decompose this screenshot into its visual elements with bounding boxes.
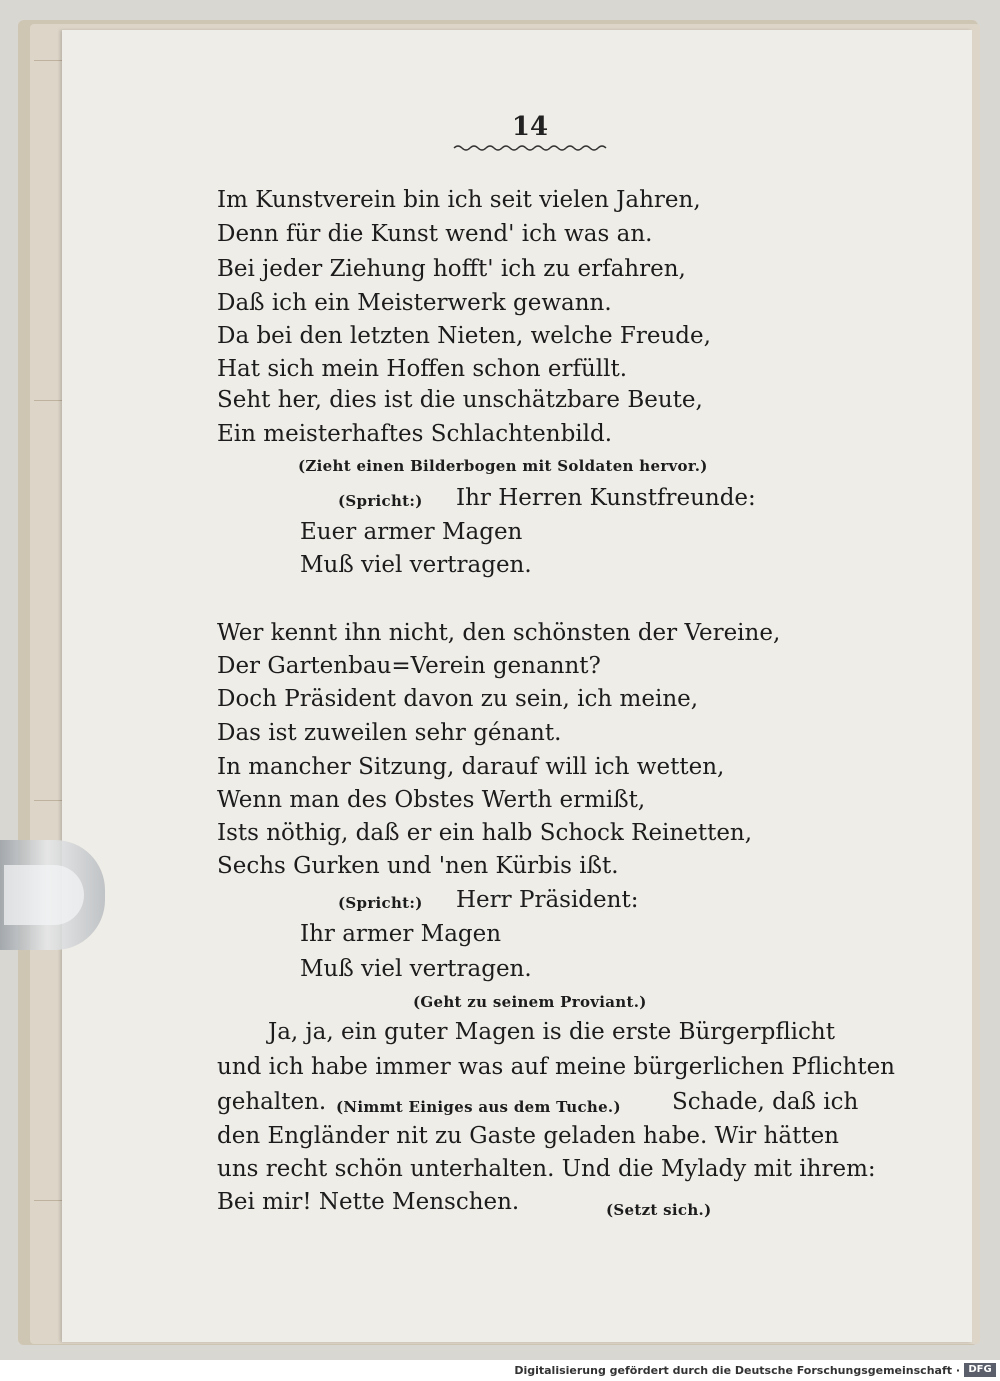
- dfg-logo: DFG: [964, 1363, 996, 1377]
- prose-line: Schade, daß ich: [672, 1089, 859, 1115]
- verse-line: Daß ich ein Meisterwerk gewann.: [217, 290, 612, 316]
- page-edge-line: [34, 800, 64, 801]
- verse-line: Wenn man des Obstes Werth ermißt,: [217, 787, 646, 813]
- page-number: 14: [511, 112, 549, 142]
- spoken-line: Ihr Herren Kunstfreunde:: [456, 485, 756, 511]
- prose-line: Ja, ja, ein guter Magen is die erste Bürgerpflicht: [268, 1019, 835, 1045]
- prose-line: uns recht schön unterhalten. Und die Mylady mit ihrem:: [217, 1156, 876, 1182]
- verse-line: Denn für die Kunst wend' ich was an.: [217, 221, 653, 247]
- verse-line: Seht her, dies ist die unschätzbare Beute,: [217, 387, 703, 413]
- page-clip-highlight: [4, 865, 84, 925]
- verse-line: Das ist zuweilen sehr génant.: [217, 720, 562, 746]
- verse-line: Ists nöthig, daß er ein halb Schock Reinetten,: [217, 820, 753, 846]
- prose-line: den Engländer nit zu Gaste geladen habe. Wir hätten: [217, 1123, 839, 1149]
- stage-direction: (Spricht:): [338, 894, 423, 912]
- stage-direction: (Setzt sich.): [606, 1201, 712, 1219]
- wavy-rule-ornament: [452, 143, 612, 153]
- verse-line: Ihr armer Magen: [300, 921, 502, 947]
- verse-line: Doch Präsident davon zu sein, ich meine,: [217, 686, 699, 712]
- page-edge-line: [34, 1200, 64, 1201]
- stage-direction: (Zieht einen Bilderbogen mit Soldaten hervor.): [298, 457, 708, 475]
- prose-line: gehalten.: [217, 1089, 327, 1115]
- verse-line: Der Gartenbau=Verein genannt?: [217, 653, 601, 679]
- verse-line: Muß viel vertragen.: [300, 956, 532, 982]
- verse-line: Euer armer Magen: [300, 519, 523, 545]
- funding-credit: Digitalisierung gefördert durch die Deutsche Forschungsgemeinschaft ·: [514, 1364, 960, 1377]
- stage-direction: (Nimmt Einiges aus dem Tuche.): [336, 1098, 621, 1116]
- stage-direction: (Spricht:): [338, 492, 423, 510]
- verse-line: Im Kunstverein bin ich seit vielen Jahren,: [217, 187, 701, 213]
- prose-line: Bei mir! Nette Menschen.: [217, 1189, 520, 1215]
- verse-line: Wer kennt ihn nicht, den schönsten der Vereine,: [217, 620, 781, 646]
- verse-line: In mancher Sitzung, darauf will ich wetten,: [217, 754, 725, 780]
- verse-line: Sechs Gurken und 'nen Kürbis ißt.: [217, 853, 619, 879]
- page-edge-line: [34, 400, 64, 401]
- spoken-line: Herr Präsident:: [456, 887, 639, 913]
- verse-line: Da bei den letzten Nieten, welche Freude,: [217, 323, 711, 349]
- prose-line: und ich habe immer was auf meine bürgerlichen Pflichten: [217, 1054, 895, 1080]
- verse-line: Muß viel vertragen.: [300, 552, 532, 578]
- page-edge-line: [34, 60, 64, 61]
- stage-direction: (Geht zu seinem Proviant.): [413, 993, 647, 1011]
- verse-line: Bei jeder Ziehung hofft' ich zu erfahren,: [217, 256, 686, 282]
- verse-line: Ein meisterhaftes Schlachtenbild.: [217, 421, 613, 447]
- verse-line: Hat sich mein Hoffen schon erfüllt.: [217, 356, 628, 382]
